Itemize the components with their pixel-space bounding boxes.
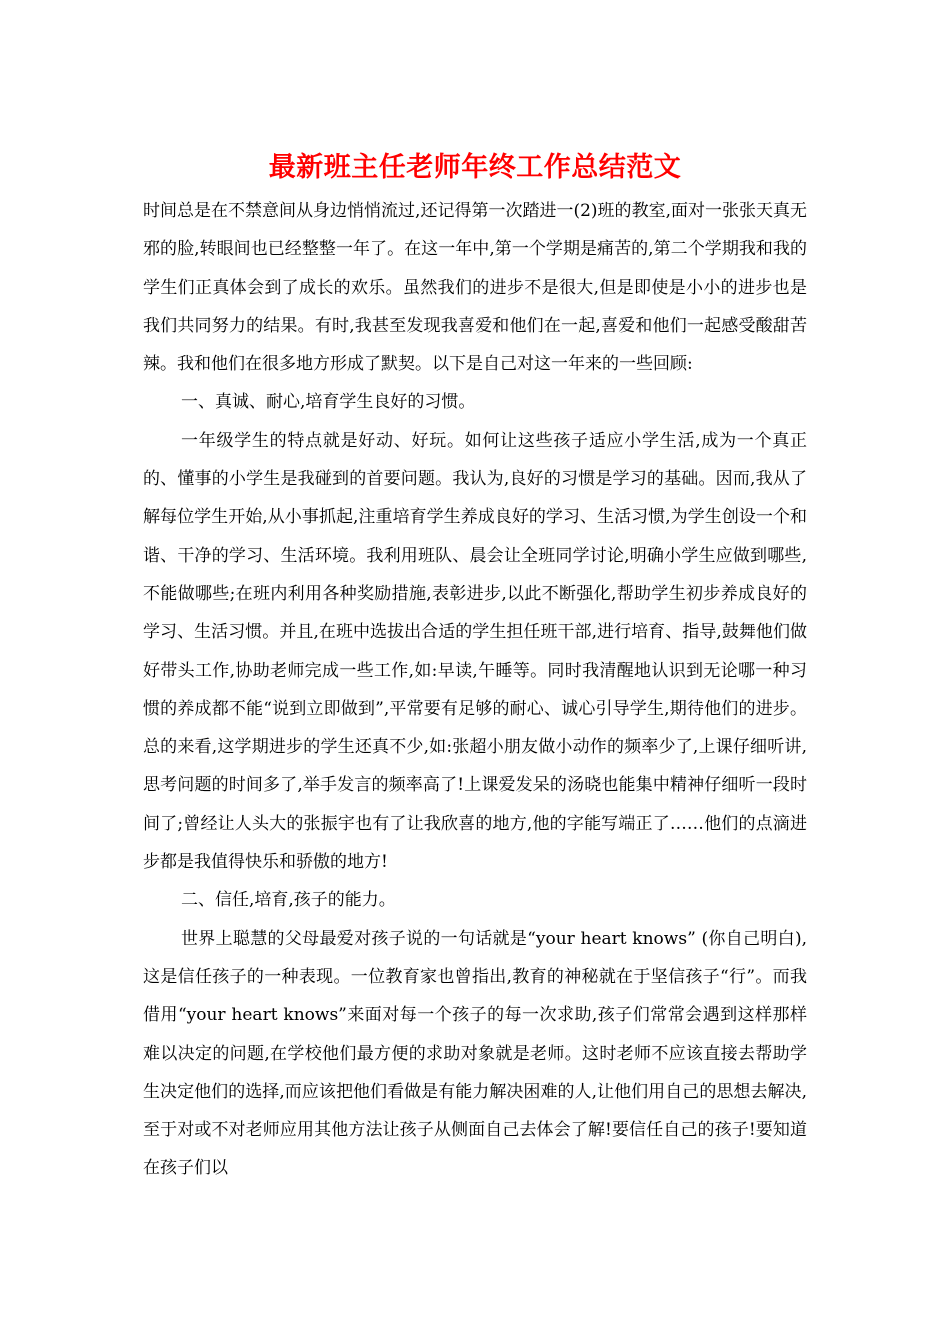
section-heading-1: 一、真诚、耐心,培育学生良好的习惯。: [181, 392, 476, 413]
paragraph-section-1: 一年级学生的特点就是好动、好玩。如何让这些孩子适应小学生活,成为一个真正的、懂事的小学生是我碰到的首要问题。我认为,良好的习惯是学习的基础。因而,我从了解每位学生开始,从小事抓起,注重培育学生养成良好的学习、生活习惯,为学生创设一个和谐、干净的学习、生活环境。我利用班队、晨会让全班同学讨论,明确小学生应做到哪些,不能做哪些;在班内利用各种奖励措施,表彰进步,以此不断强化,帮助学生初步养成良好的学习、生活习惯。并且,在班中选拔出合适的学生担任班干部,进行培育、指导,鼓舞他们做好带头工作,协助老师完成一些工作,如:早读,午睡等。同时我清醒地认识到无论哪一种习惯的养成都不能“说到立即做到”,平常要有足够的耐心、诚心引导学生,期待他们的进步。总的来看,这学期进步的学生还真不少,如:张超小朋友做小动作的频率少了,上课仔细听讲,思考问题的时间多了,举手发言的频率高了!上课爱发呆的汤晓也能集中精神仔细听一段时间了;曾经让人头大的张振宇也有了让我欣喜的地方,他的字能写端正了……他们的点滴进步都是我值得快乐和骄傲的地方!: [143, 430, 807, 873]
paragraph-section-2: 世界上聪慧的父母最爱对孩子说的一句话就是“your heart knows” (你自己明白),这是信任孩子的一种表现。一位教育家也曾指出,教育的神秘就在于坚信孩子“行”。而我借用“your heart knows”来面对每一个孩子的每一次求助,孩子们常常会遇到这样那样难以决定的问题,在学校他们最方便的求助对象就是老师。这时老师不应该直接去帮助学生决定他们的选择,而应该把他们看做是有能力解决困难的人,让他们用自己的思想去解决,至于对或不对老师应用其他方法让孩子从侧面自己去体会了解!要信任自己的孩子!要知道在孩子们以: [143, 928, 807, 1179]
paragraph-intro: 时间总是在不禁意间从身边悄悄流过,还记得第一次踏进一(2)班的教室,面对一张张天真无邪的脸,转眼间也已经整整一年了。在这一年中,第一个学期是痛苦的,第二个学期我和我的学生们正真体会到了成长的欢乐。虽然我们的进步不是很大,但是即使是小小的进步也是我们共同努力的结果。有时,我甚至发现我喜爱和他们在一起,喜爱和他们一起感受酸甜苦辣。我和他们在很多地方形成了默契。以下是自己对这一年来的一些回顾:: [143, 201, 807, 375]
document-title: 最新班主任老师年终工作总结范文: [268, 152, 682, 183]
document-body: [143, 192, 807, 1188]
section-heading-2: 二、信任,培育,孩子的能力。: [181, 890, 396, 911]
